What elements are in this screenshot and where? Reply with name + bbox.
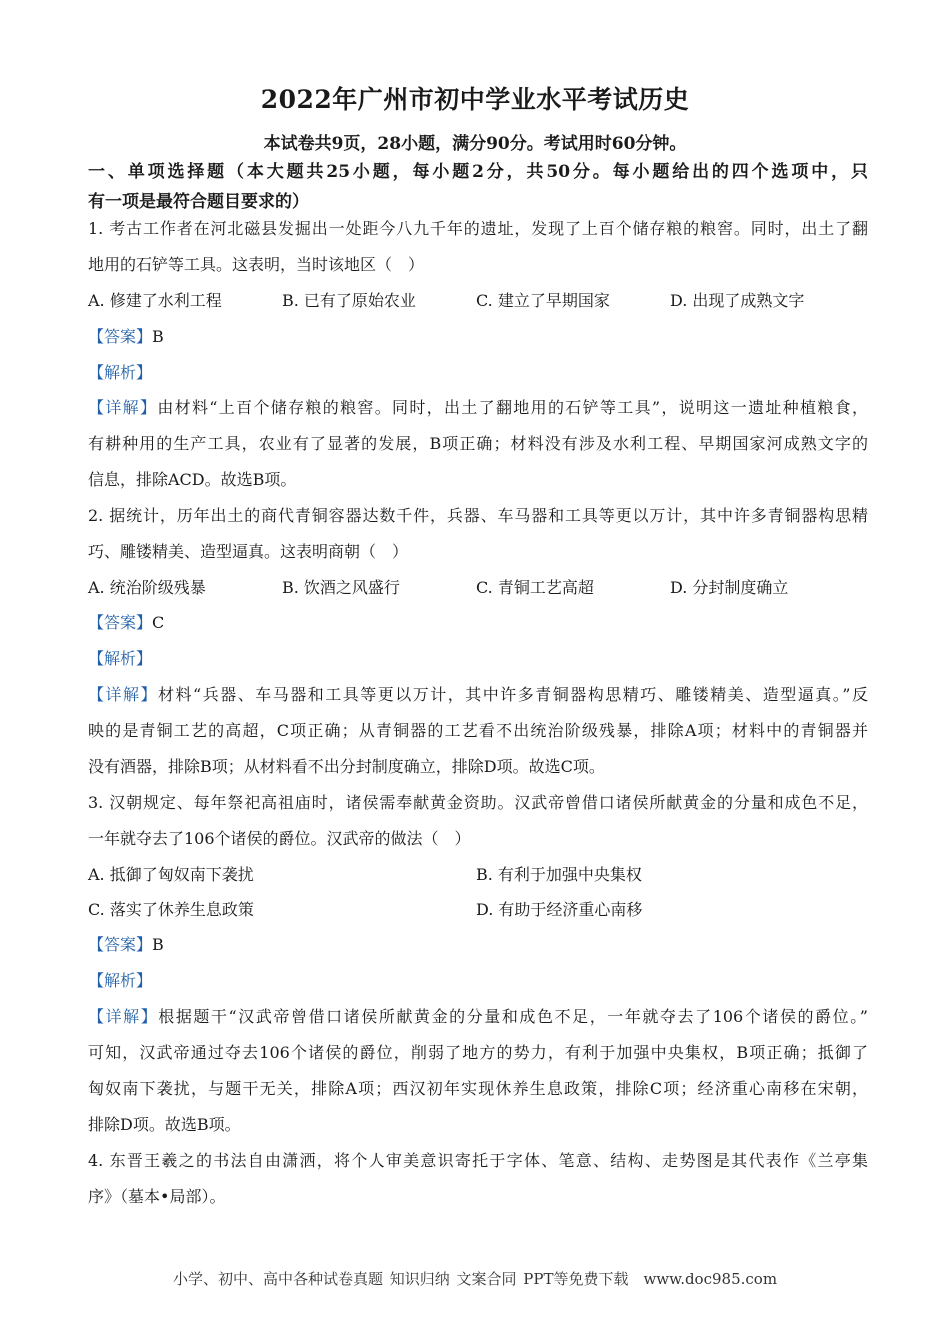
q3-detail-line4: 排除D项。故选B项。 <box>88 1115 241 1134</box>
q4-stem-line2: 序》（墓本•局部）。 <box>88 1187 226 1206</box>
q1-detail-line3: 信息，排除ACD。故选B项。 <box>88 470 297 489</box>
q3-stem-line2: 一年就夺去了106个诸侯的爵位。汉武帝的做法（ ） <box>88 829 471 848</box>
q2-answer-value: C <box>152 613 165 632</box>
q3-option-a: A. 抵御了匈奴南下袭扰 <box>88 865 254 884</box>
q2-detail-line2: 映的是青铜工艺的高超，C项正确；从青铜器的工艺看不出统治阶级残暴，排除A项；材料中的青铜器并 <box>88 721 868 740</box>
q3-detail-line3: 匈奴南下袭扰，与题干无关，排除A项；西汉初年实现休养生息政策，排除C项；经济重心南移在宋朝， <box>88 1079 868 1098</box>
q1-option-a: A. 修建了水利工程 <box>88 291 222 310</box>
detail-tag: 【详解】 <box>88 398 158 417</box>
q3-stem-line1: 3. 汉朝规定、每年祭祀高祖庙时，诸侯需奉献黄金资助。汉武帝曾借口诸侯所献黄金的分量和成色不足， <box>88 793 868 812</box>
q1-detail-line1 <box>88 397 868 419</box>
section-heading-line2: 有一项是最符合题目要求的） <box>88 192 309 212</box>
q3-option-b: B. 有利于加强中央集权 <box>476 865 642 884</box>
q2-detail-text1: 材料“兵器、车马器和工具等更以万计，其中许多青铜器构思精巧、雕镂精美、造型逼真。”反 <box>158 685 868 704</box>
q1-answer <box>88 326 868 348</box>
q2-detail-line3: 没有酒器，排除B项；从材料看不出分封制度确立，排除D项。故选C项。 <box>88 757 605 776</box>
section-heading <box>88 157 868 217</box>
q2-answer <box>88 612 868 634</box>
answer-tag: 【答案】 <box>88 613 153 632</box>
q3-option-c: C. 落实了休养生息政策 <box>88 900 254 919</box>
section-heading-line1: 一、单项选择题（本大题共25小题，每小题2分，共50分。每小题给出的四个选项中，只 <box>88 162 868 182</box>
q2-stem-line1: 2. 据统计，历年出土的商代青铜容器达数千件，兵器、车马器和工具等更以万计，其中许多青铜器构思精 <box>88 506 868 525</box>
q3-detail-text1: 根据题干“汉武帝曾借口诸侯所献黄金的分量和成色不足，一年就夺去了106个诸侯的爵位。” <box>158 1007 868 1026</box>
q1-stem-line1: 1. 考古工作者在河北磁县发掘出一处距今八九千年的遗址，发现了上百个储存粮的粮窖。同时，出土了翻 <box>88 219 868 238</box>
q3-answer-value: B <box>152 935 164 954</box>
detail-tag: 【详解】 <box>88 1007 159 1026</box>
q2-option-d: D. 分封制度确立 <box>670 578 789 597</box>
q1-detail-text1: 由材料“上百个储存粮的粮窖。同时，出土了翻地用的石铲等工具”，说明这一遗址种植粮食， <box>157 398 868 417</box>
q2-option-a: A. 统治阶级残暴 <box>88 578 206 597</box>
analysis-tag: 【解析】 <box>88 363 153 382</box>
answer-tag: 【答案】 <box>88 935 153 954</box>
q1-answer-value: B <box>152 327 164 346</box>
q3-option-d: D. 有助于经济重心南移 <box>476 900 643 919</box>
q3-answer <box>88 934 868 956</box>
q2-detail-line1 <box>88 684 868 706</box>
q1-option-b: B. 已有了原始农业 <box>282 291 416 310</box>
q4-stem-line1: 4. 东晋王羲之的书法自由潇洒，将个人审美意识寄托于字体、笔意、结构、走势图是其代表作《兰亭集 <box>88 1151 868 1170</box>
page-title: 2022年广州市初中学业水平考试历史 <box>260 85 690 114</box>
q2-option-b: B. 饮酒之风盛行 <box>282 578 400 597</box>
answer-tag: 【答案】 <box>88 327 153 346</box>
q1-detail-line2: 有耕种用的生产工具，农业有了显著的发展，B项正确；材料没有涉及水利工程、早期国家河成熟文字的 <box>88 434 868 453</box>
q1-option-c: C. 建立了早期国家 <box>476 291 610 310</box>
detail-tag: 【详解】 <box>88 685 159 704</box>
page-footer: 小学、初中、高中各种试卷真题 知识归纳 文案合同 PPT等免费下载 www.doc985.com <box>172 1270 778 1288</box>
analysis-tag: 【解析】 <box>88 971 153 990</box>
q3-detail-line1 <box>88 1006 868 1028</box>
q1-analysis <box>88 362 868 384</box>
q2-stem-line2: 巧、雕镂精美、造型逼真。这表明商朝（ ） <box>88 542 409 561</box>
exam-subtitle: 本试卷共9页，28小题，满分90分。考试用时60分钟。 <box>263 134 687 154</box>
analysis-tag: 【解析】 <box>88 649 153 668</box>
q2-option-c: C. 青铜工艺高超 <box>476 578 594 597</box>
q3-analysis <box>88 970 868 992</box>
q1-stem-line2: 地用的石铲等工具。这表明，当时该地区（ ） <box>88 255 425 274</box>
q2-analysis <box>88 648 868 670</box>
q1-option-d: D. 出现了成熟文字 <box>670 291 805 310</box>
q3-detail-line2: 可知，汉武帝通过夺去106个诸侯的爵位，削弱了地方的势力，有利于加强中央集权，B项正确；抵御了 <box>88 1043 868 1062</box>
